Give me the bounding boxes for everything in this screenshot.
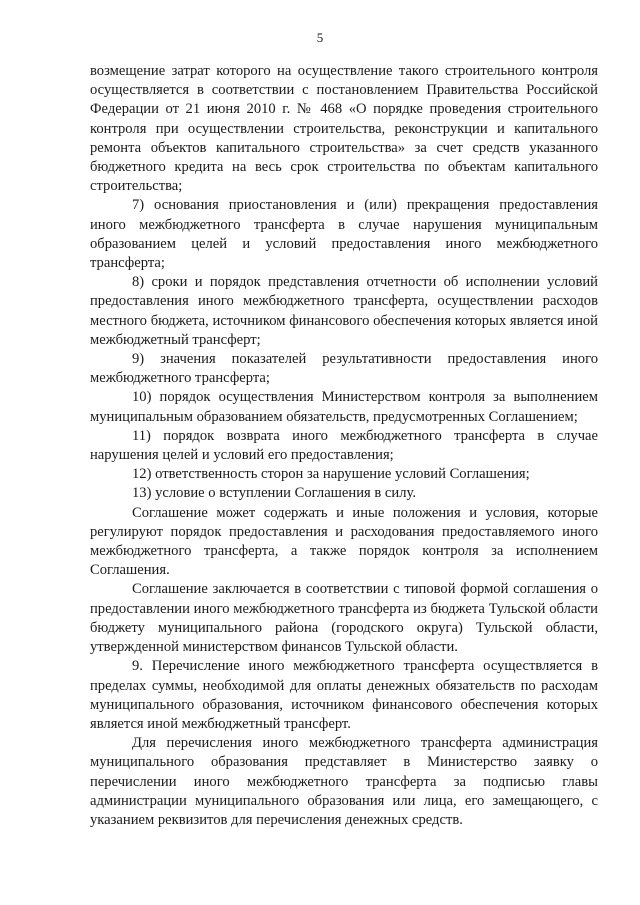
paragraph-section-9: 9. Перечисление иного межбюджетного трансферта осуществляется в пределах суммы, необходимой для оплаты денежных обязательств по расходам муниципального образования, источником финансового обеспечения которых является иной межбюджетный трансферт. bbox=[90, 658, 598, 732]
paragraph-transfer-request: Для перечисления иного межбюджетного трансферта администрация муниципального образования представляет в Министерство заявку о перечислении иного межбюджетного трансферта за подписью главы администрации муниципального образования или лица, его замещающего, с указанием реквизитов для перечисления денежных средств. bbox=[90, 735, 598, 828]
paragraph-agreement-provisions: Соглашение может содержать и иные положения и условия, которые регулируют порядок предоставления и расходования предоставляемого иного межбюджетного трансферта, а также порядок контроля за исполнением Соглашения. bbox=[90, 504, 598, 579]
paragraph-item-9: 9) значения показателей результативности предоставления иного межбюджетного трансферта; bbox=[90, 351, 598, 387]
paragraph-item-11: 11) порядок возврата иного межбюджетного трансферта в случае нарушения целей и условий его предоставления; bbox=[90, 427, 598, 464]
paragraph-item-7: 7) основания приостановления и (или) прекращения предоставления иного межбюджетного трансферта в случае нарушения муниципальным образованием целей и условий предоставления иного межбюджетного трансферта; bbox=[90, 197, 598, 272]
paragraph-agreement-form: Соглашение заключается в соответствии с типовой формой соглашения о предоставлении иного межбюджетного трансферта из бюджета Тульской области бюджету муниципального района (городского округа) Тульской области, утвержденной министерством финансов Тульской области. bbox=[90, 581, 598, 656]
paragraph-item-13: 13) условие о вступлении Соглашения в силу. bbox=[132, 485, 416, 502]
paragraph-item-12: 12) ответственность сторон за нарушение условий Соглашения; bbox=[132, 466, 530, 483]
page-number: 5 bbox=[316, 30, 324, 45]
paragraph-item-10: 10) порядок осуществления Министерством контроля за выполнением муниципальным образованием обязательств, предусмотренных Соглашением; bbox=[90, 389, 598, 425]
document-body bbox=[90, 62, 598, 830]
paragraph-continuation: возмещение затрат которого на осуществление такого строительного контроля осуществляется в соответствии с постановлением Правительства Российской Федерации от 21 июня 2010 г. № 468 «О порядке проведения строительного контроля при осуществлении строительства, реконструкции и капитального ремонта объектов капитального строительства» за счет средств указанного бюджетного кредита на весь срок строительства по объектам капитального строительства; bbox=[90, 63, 598, 195]
paragraph-item-8: 8) сроки и порядок представления отчетности об исполнении условий предоставления иного межбюджетного трансферта, осуществлении расходов местного бюджета, источником финансового обеспечения которых является иной межбюджетный трансферт; bbox=[90, 274, 598, 348]
